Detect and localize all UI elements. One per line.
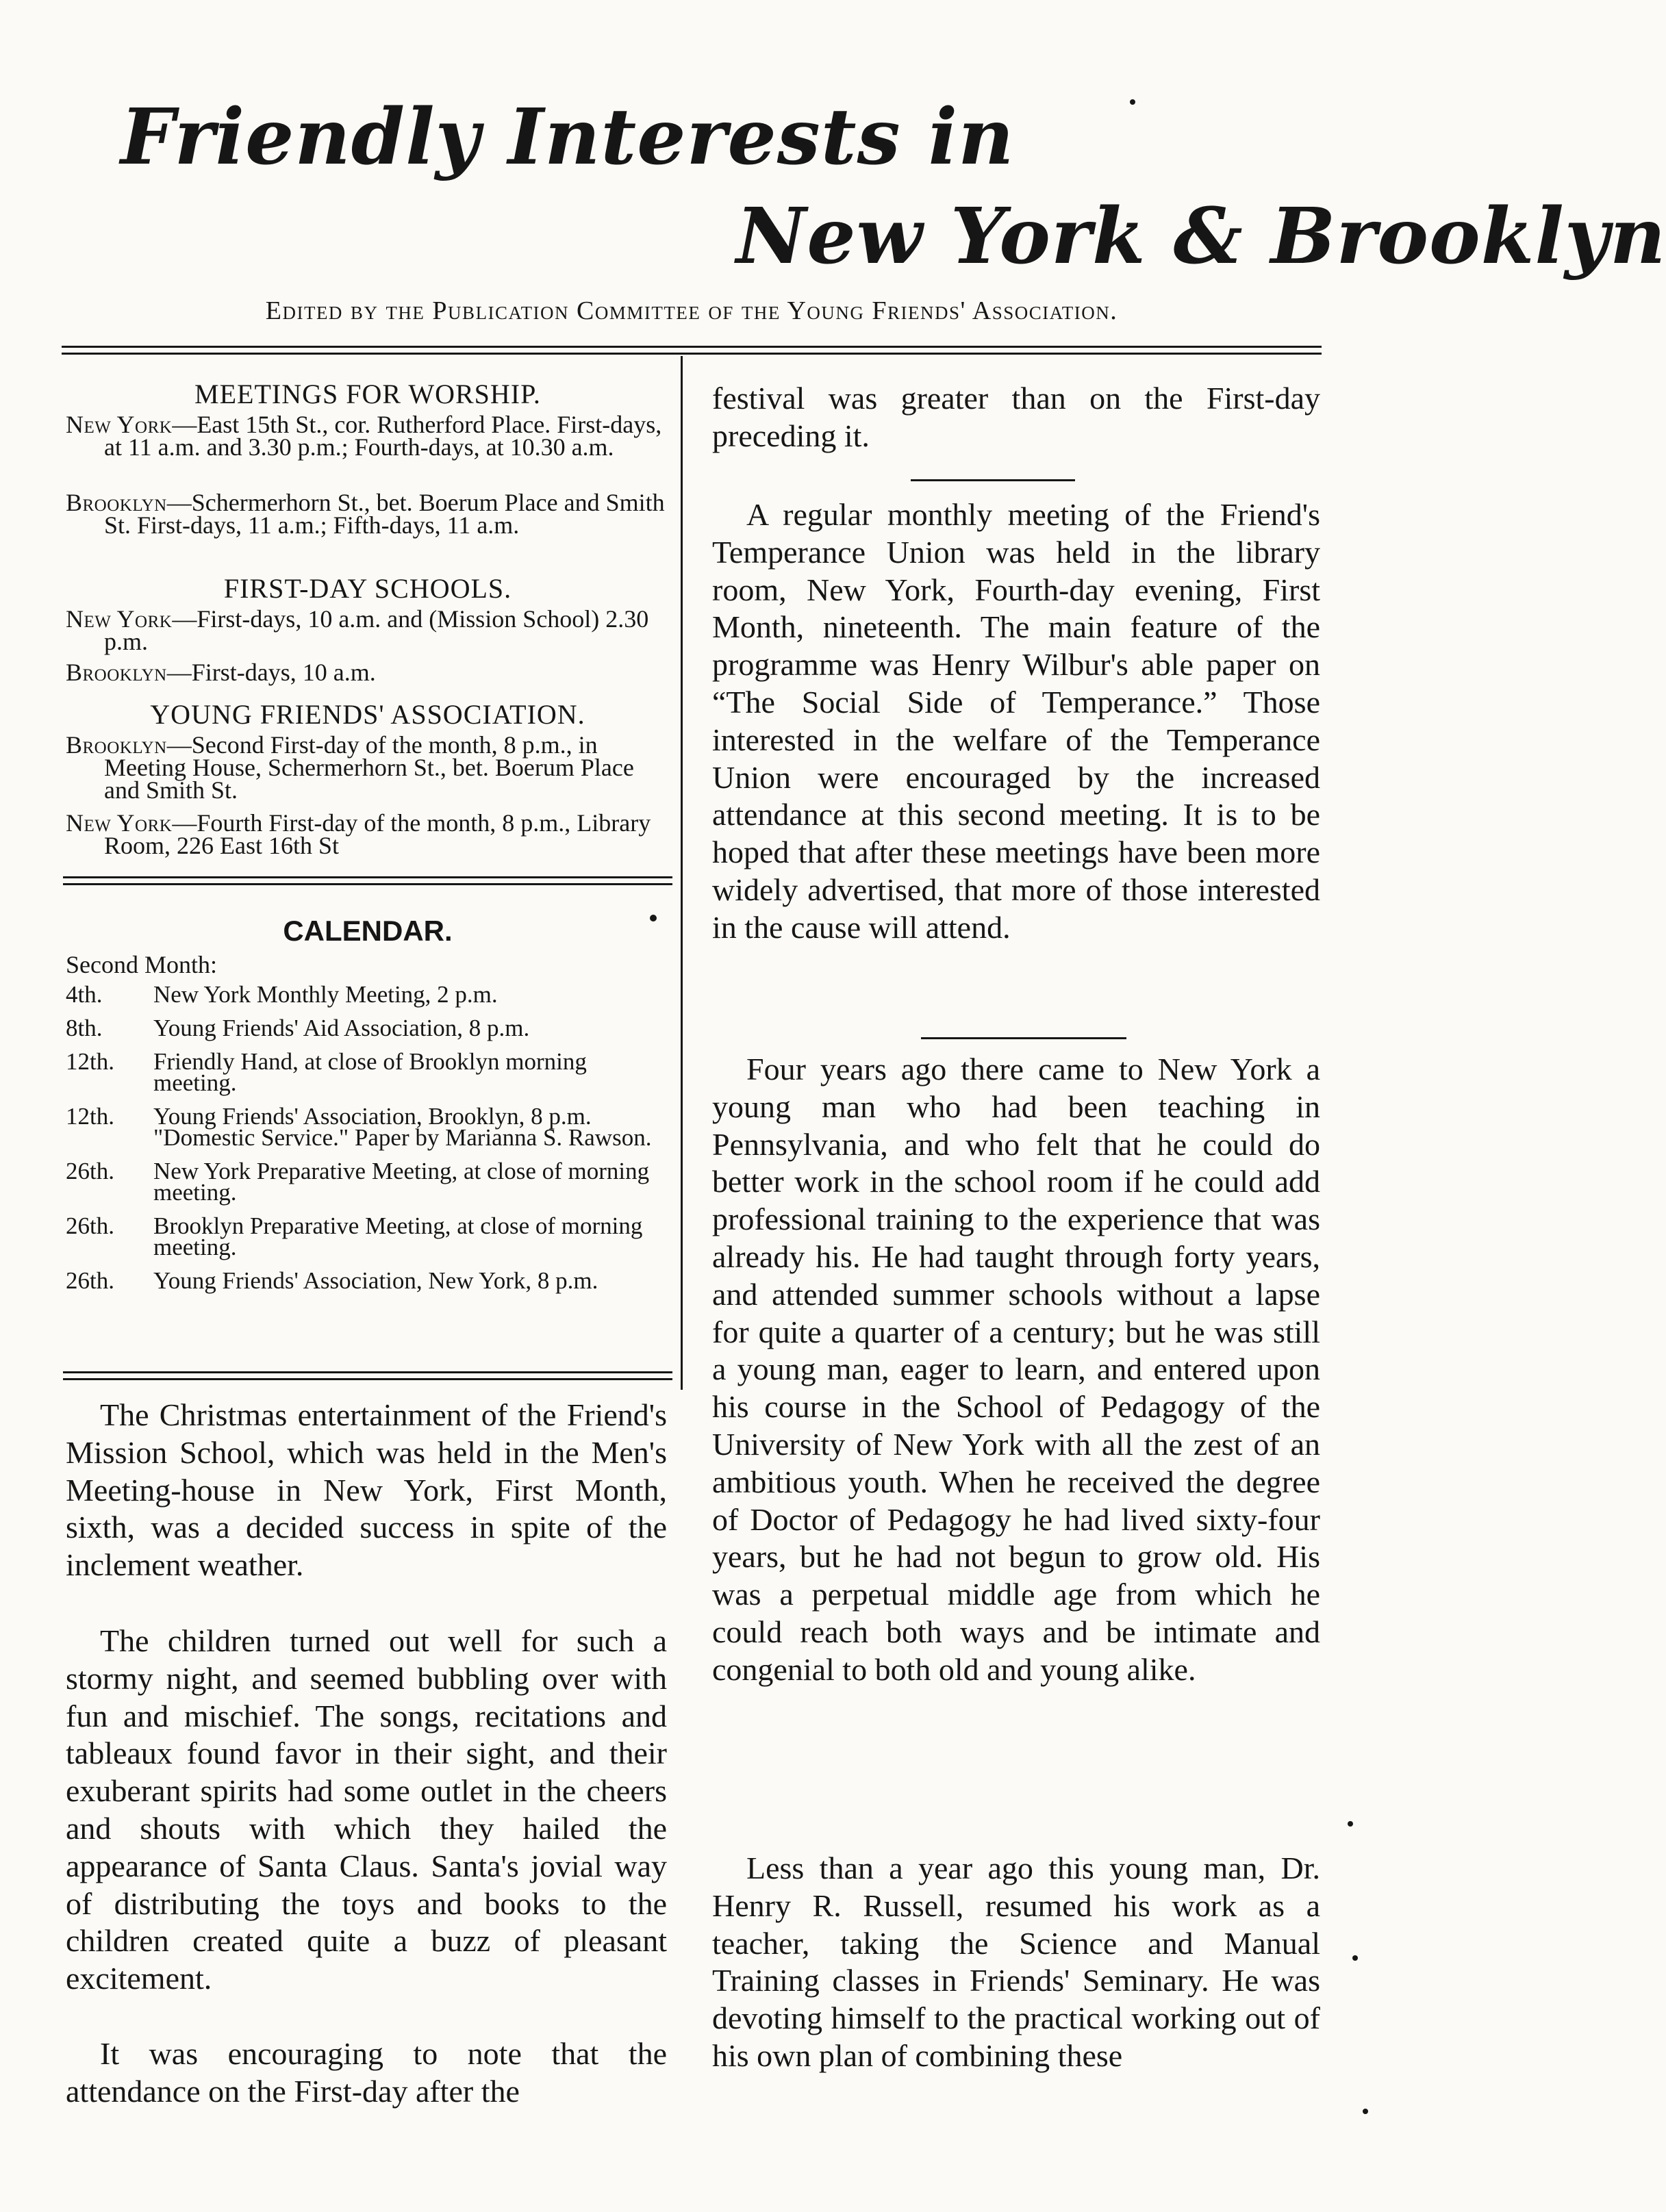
- school-entry-brooklyn: [66, 661, 668, 684]
- meeting-entry-new-york: [66, 411, 668, 461]
- calendar-text: Young Friends' Aid Association, 8 p.m.: [153, 1015, 530, 1041]
- entry-text: —Schermerhorn St., bet. Boerum Place and Smith St. First-days, 11 a.m.; Fifth-days, 11 a.m.: [104, 489, 665, 539]
- meetings-for-worship-title: MEETINGS FOR WORSHIP.: [194, 379, 541, 409]
- calendar-item: [66, 1103, 668, 1151]
- article-christmas-p2: The children turned out well for such a stormy night, and seemed bubbling over with fun and mischief. The songs, recitations and tableaux found favor in their sight, and their exuberant spirits had some outlet in the cheers and shouts with which they hailed the appearance of Santa Claus. Santa's jovial way of distributing the toys and books to the children created quite a buzz of pleasant excitement.: [66, 1623, 667, 1996]
- calendar-text: New York Preparative Meeting, at close of morning meeting.: [153, 1158, 650, 1206]
- calendar-day: 26th.: [66, 1212, 114, 1239]
- article-temperance: A regular monthly meeting of the Friend's Temperance Union was held in the library room, New York, Fourth-day evening, First Month, nineteenth. The main feature of the programme was Henry Wilbur's able paper on “The Social Side of Temperance.” Those interested in the welfare of the Temperance Union were encouraged by the increased attendance at this second meeting. It is to be hoped that after these meetings have been more widely advertised, that more of those interested in the cause will attend.: [712, 497, 1320, 945]
- meeting-entry-brooklyn: [66, 489, 668, 539]
- masthead-title-line1: Friendly Interests in: [121, 92, 1015, 182]
- entry-text: —Second First-day of the month, 8 p.m., in Meeting House, Schermerhorn St., bet. Boerum Place and Smith St.: [104, 731, 634, 804]
- header-double-rule: [62, 346, 1322, 355]
- calendar-item: [66, 1267, 668, 1294]
- entry-text: —First-days, 10 a.m. and (Mission School) 2.30 p.m.: [104, 605, 649, 655]
- scan-speck: [1130, 99, 1135, 105]
- place-name: New York: [66, 411, 173, 438]
- calendar-day: 26th.: [66, 1267, 114, 1294]
- entry-text: —Fourth First-day of the month, 8 p.m., Library Room, 226 East 16th St: [104, 809, 651, 859]
- calendar-day: 26th.: [66, 1158, 114, 1184]
- scan-speck: [1363, 2109, 1368, 2114]
- article-russell-p2: Less than a year ago this young man, Dr. Henry R. Russell, resumed his work as a teacher, taking the Science and Manual Training classes in Friends' Seminary. He was devoting himself to the practical working out of his own plan of combining these: [712, 1851, 1320, 2073]
- calendar-day: 12th.: [66, 1103, 114, 1130]
- separator-rule: [911, 479, 1075, 481]
- editor-line: Edited by the Publication Committee of the Young Friends' Association.: [265, 296, 1118, 325]
- calendar-text: Brooklyn Preparative Meeting, at close of morning meeting.: [153, 1212, 643, 1260]
- place-name: Brooklyn: [66, 489, 167, 516]
- article-christmas-p1: The Christmas entertainment of the Friend's Mission School, which was held in the Men's Meeting-house in New York, First Month, sixth, was a decided success in spite of the inclement weather.: [66, 1397, 667, 1583]
- school-entry-new-york: [66, 605, 668, 655]
- association-entry-brooklyn: [66, 731, 668, 804]
- calendar-item: [66, 1017, 668, 1039]
- separator-rule: [921, 1037, 1126, 1039]
- place-name: Brooklyn: [66, 659, 167, 686]
- association-entry-new-york: [66, 809, 668, 859]
- column-divider: [681, 356, 683, 1390]
- calendar-day: 8th.: [66, 1015, 103, 1041]
- place-name: New York: [66, 809, 173, 837]
- calendar-title: CALENDAR.: [283, 915, 453, 947]
- calendar-end-double-rule: [63, 1371, 672, 1380]
- calendar-item: [66, 1158, 668, 1206]
- calendar-list: [66, 981, 668, 1304]
- scan-speck: [650, 915, 657, 921]
- scan-speck: [1348, 1821, 1353, 1827]
- calendar-text: New York Monthly Meeting, 2 p.m.: [153, 981, 498, 1008]
- place-name: New York: [66, 605, 173, 633]
- place-name: Brooklyn: [66, 731, 167, 759]
- calendar-day: 12th.: [66, 1048, 114, 1075]
- article-russell-p1: Four years ago there came to New York a young man who had been teaching in Pennsylvania, and who felt that he could do better work in the school room if he could add professional training to the experience that was already his. He had taught through forty years, and attended summer schools without a lapse for quite a quarter of a century; but he was still a young man, eager to learn, and entered upon his course in the School of Pedagogy of the University of New York with all the zest of an ambitious youth. When he received the degree of Doctor of Pedagogy he had lived sixty-four years, but he had not begun to grow old. His was a perpetual middle age from which he could reach both ways and be intimate and congenial to both old and young alike.: [712, 1052, 1320, 1687]
- calendar-text: Friendly Hand, at close of Brooklyn morning meeting.: [153, 1048, 587, 1096]
- article-christmas-continued: festival was greater than on the First-day preceding it.: [712, 381, 1320, 453]
- scan-speck: [1352, 1955, 1358, 1961]
- article-christmas-p3: It was encouraging to note that the attendance on the First-day after the: [66, 2036, 667, 2109]
- young-friends-association-title: YOUNG FRIENDS' ASSOCIATION.: [150, 699, 585, 730]
- entry-text: —East 15th St., cor. Rutherford Place. First-days, at 11 a.m. and 3.30 p.m.; Fourth-days, at 10.30 a.m.: [104, 411, 662, 461]
- calendar-item: [66, 1212, 668, 1260]
- entry-text: —First-days, 10 a.m.: [166, 659, 376, 686]
- calendar-item: [66, 981, 668, 1008]
- masthead-title-line2: New York & Brooklyn: [736, 192, 1666, 281]
- first-day-schools-title: FIRST-DAY SCHOOLS.: [223, 573, 512, 604]
- calendar-text: Young Friends' Association, Brooklyn, 8 p.m. "Domestic Service." Paper by Marianna S. Rawson.: [153, 1103, 652, 1151]
- calendar-double-rule: [63, 876, 672, 885]
- calendar-month: Second Month:: [66, 951, 217, 978]
- calendar-item: [66, 1048, 668, 1096]
- calendar-text: Young Friends' Association, New York, 8 p.m.: [153, 1267, 598, 1294]
- calendar-day: 4th.: [66, 981, 103, 1008]
